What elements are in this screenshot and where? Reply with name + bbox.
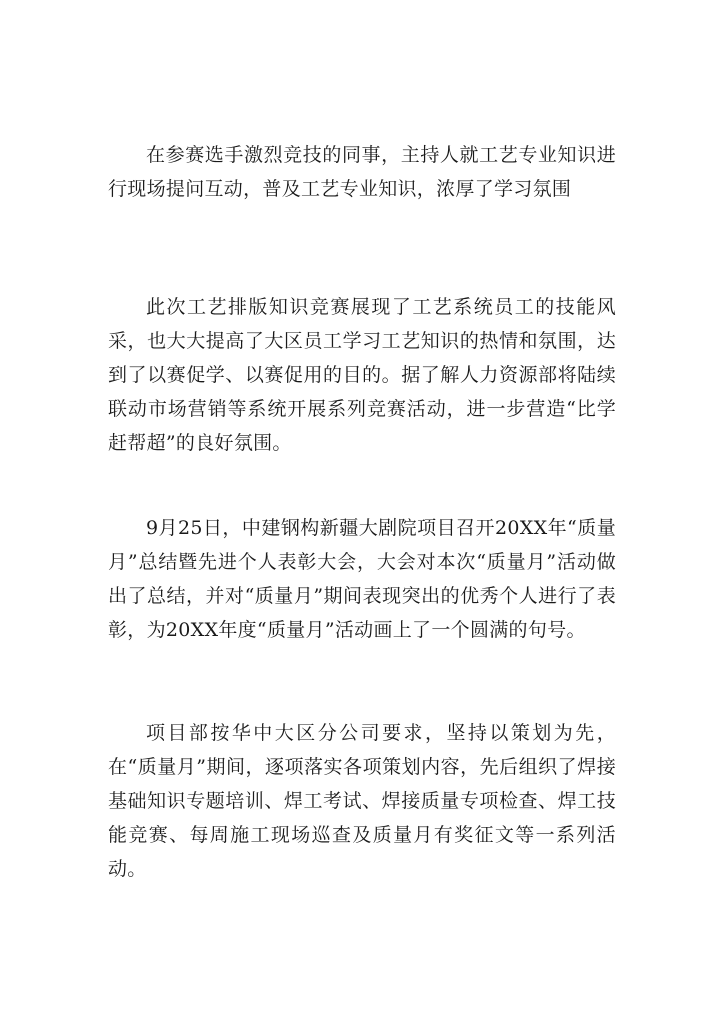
paragraph-interaction: 在参赛选手激烈竞技的同事，主持人就工艺专业知识进行现场提问互动，普及工艺专业知识，浓厚了学习氛围 [108,144,616,200]
paragraph-project-activities: 项目部按华中大区分公司要求，坚持以策划为先，在“质量月”期间，逐项落实各项策划内容，先后组织了焊接基础知识专题培训、焊工考试、焊接质量专项检查、焊工技能竞赛、每周施工现场巡查及质量月有奖征文等一系列活动。 [108,722,616,880]
paragraph-competition-summary: 此次工艺排版知识竞赛展现了工艺系统员工的技能风采，也大大提高了大区员工学习工艺知识的热情和氛围，达到了以赛促学、以赛促用的目的。据了解人力资源部将陆续联动市场营销等系统开展系列竞赛活动，进一步营造“比学赶帮超”的良好氛围。 [108,296,616,454]
paragraph-quality-month-meeting: 9月25日，中建钢构新疆大剧院项目召开20XX年“质量月”总结暨先进个人表彰大会，大会对本次“质量月”活动做出了总结，并对“质量月”期间表现突出的优秀个人进行了表彰，为20XX年度“质量月”活动画上了一个圆满的句号。 [108,517,616,641]
